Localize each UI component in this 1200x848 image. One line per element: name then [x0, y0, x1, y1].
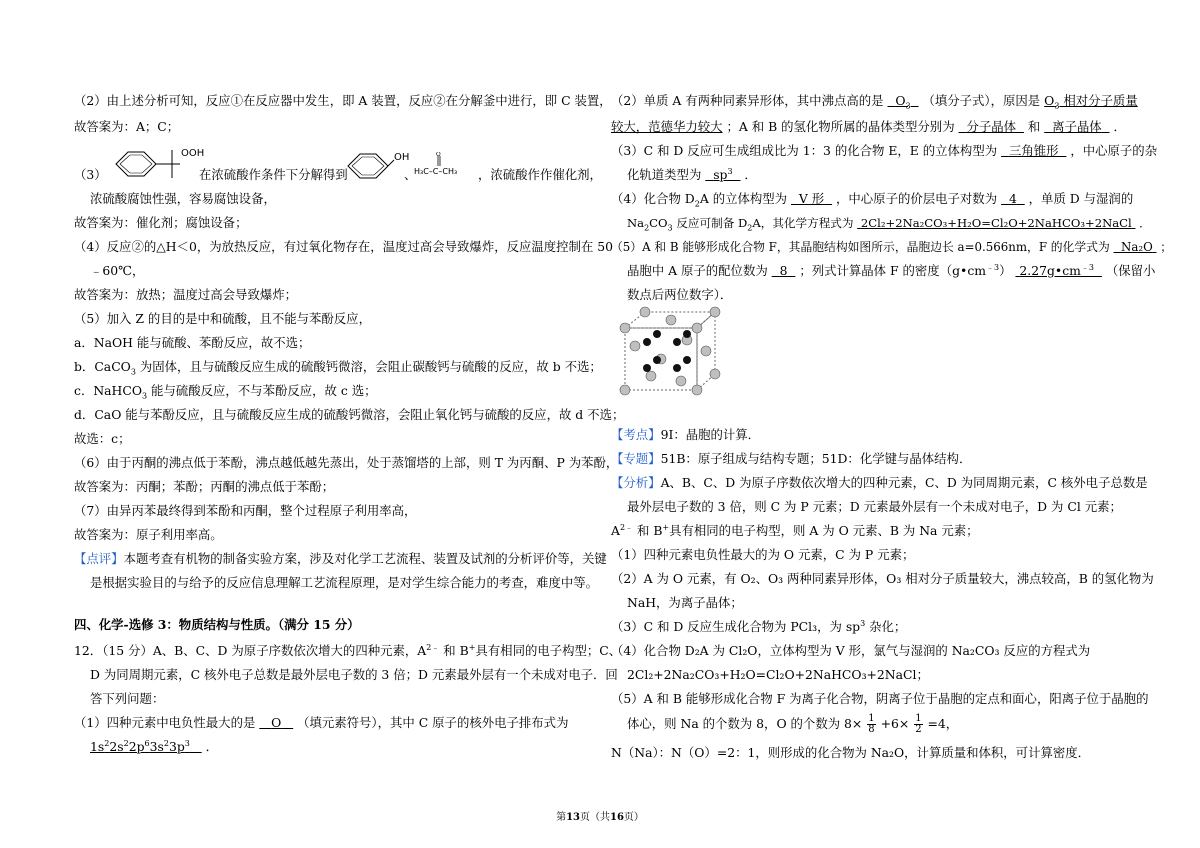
- svg-text:O: O: [436, 152, 441, 158]
- text-line: 2Cl₂+2Na₂CO₃+H₂O=Cl₂O+2NaHCO₃+2NaCl；: [627, 667, 929, 682]
- text-line: 故答案为：丙酮；苯酚；丙酮的沸点低于苯酚；: [74, 479, 335, 494]
- text-line: 故答案为：催化剂；腐蚀设备；: [74, 215, 248, 230]
- text-line: （3）C 和 D 反应生成化合物为 PCl₃，为 $sp^3$ 杂化；: [611, 618, 907, 634]
- answer-blank: $1s^22s^22p^63s^23p^3$: [90, 738, 190, 754]
- text-line: 数点后两位数字）．: [627, 287, 733, 302]
- kaodian-line: 【考点】9I：晶胞的计算．: [611, 427, 761, 442]
- kaodian-tag: 【考点】: [611, 427, 661, 442]
- text-line: 较大，范德华力较大 ；A 和 B 的氢化物所属的晶体类型分别为 分子晶体 和 离子晶体 ．: [611, 119, 1126, 134]
- page-number: 13: [566, 812, 580, 823]
- text-line: b．CaCO$_3$ 为固体，且与硫酸反应生成的硫酸钙微溶，会阻止碳酸钙与硫酸的反应，故 b 不选；: [74, 359, 602, 377]
- comment-line: 【点评】本题考查有机物的制备实验方案，涉及对化学工艺流程、装置及试剂的分析评价等，关键: [74, 551, 607, 566]
- text-line: a．NaOH 能与硫酸、苯酚反应，故不选；: [74, 335, 311, 350]
- text-line: c．NaHCO$_3$ 能与硫酸反应，不与苯酚反应，故 c 选；: [74, 383, 377, 401]
- answer-blank: 三角锥形: [1008, 143, 1059, 158]
- text-line: （4）化合物 $D_2A$ 的立体构型为 V 形 ，中心原子的价层电子对数为 4 ，单质 D 与湿润的: [611, 191, 1134, 209]
- answer-blank: V 形: [798, 191, 825, 206]
- text-line: 是根据实验目的与给予的反应信息理解工艺流程原理，是对学生综合能力的考查，难度中等。: [90, 575, 599, 590]
- section-heading: 四、化学-选修 3：物质结构与性质。（满分 15 分）: [74, 617, 360, 632]
- fenxi-line: 【分析】A、B、C、D 为原子序数依次增大的四种元素，C、D 为同周期元素，C 核外电子总数是: [611, 475, 1148, 490]
- text-line: （2）单质 A 有两种同素异形体，其中沸点高的是 $O_3$ （填分子式），原因是 $O_3$ 相对分子质量: [611, 93, 1138, 111]
- text-line: D 为同周期元素，C 核外电子总数是最外层电子数的 3 倍；D 元素最外层有一个未成对电子．回: [90, 667, 618, 682]
- zhuanti-line: 【专题】51B：原子组成与结构专题；51D：化学键与晶体结构．: [611, 451, 972, 466]
- text-line: 故答案为：原子利用率高。: [74, 527, 223, 542]
- text-line: （1）四种元素电负性最大的为 O 元素，C 为 P 元素；: [611, 547, 915, 562]
- fenxi-tag: 【分析】: [611, 475, 661, 490]
- text-line: （7）由异丙苯最终得到苯酚和丙酮，整个过程原子利用率高，: [74, 503, 417, 518]
- text-line: 在浓硫酸作条件下分解得到: [199, 167, 348, 182]
- text-line: （5）加入 Z 的目的是中和硫酸，且不能与苯酚反应，: [74, 311, 371, 326]
- page-footer: 第13页（共16页）: [556, 812, 644, 823]
- text-line: （2）由上述分析可知，反应①在反应器中发生，即 A 装置，反应②在分解釜中进行，即 C 装置，: [74, 93, 612, 108]
- text-line: ﹣60℃，: [90, 263, 145, 278]
- answer-blank: Na₂O: [1121, 240, 1153, 254]
- text-line: 故选：c；: [74, 431, 131, 446]
- answer-blank: 分子晶体: [966, 119, 1016, 134]
- text-line: （5）A 和 B 能够形成化合物 F 为离子化合物，阴离子位于晶胞的定点和面心，阳离子位于晶胞的: [611, 691, 1149, 706]
- answer-blank: $sp^3$: [713, 166, 733, 182]
- text-line: $1s^22s^22p^63s^23p^3$ ．: [90, 738, 219, 754]
- text-line: 答下列问题：: [90, 691, 165, 706]
- answer-blank: 2Cl₂+2Na₂CO₃+H₂O=Cl₂O+2NaHCO₃+2NaCl: [860, 216, 1132, 230]
- text-line: 浓硫酸腐蚀性强，容易腐蚀设备，: [90, 191, 276, 206]
- text-line: 最外层电子数的 3 倍，则 C 为 P 元素；D 元素最外层有一个未成对电子，D 为 Cl 元素；: [627, 499, 1122, 514]
- ooh-label: OOH: [181, 148, 204, 159]
- text-line: 故答案为：放热；温度过高会导致爆炸；: [74, 287, 298, 302]
- item-number: （3）: [74, 167, 107, 182]
- text-line: （1）四种元素中电负性最大的是 O （填元素符号），其中 C 原子的核外电子排布式为: [74, 715, 569, 730]
- answer-blank: 8: [779, 263, 788, 278]
- text-line: 晶胞中 A 原子的配位数为 8 ；列式计算晶体 F 的密度$(g•cm^{﹣3})$ $2.27g•cm^{﹣3}$ （保留小: [627, 262, 1156, 278]
- acetone-label: H₃C–C–CH₃: [414, 167, 458, 176]
- crystal-cell-figure: [611, 306, 721, 398]
- text-line: 故答案为：A；C；: [74, 119, 180, 134]
- phenol-structure: [342, 142, 412, 186]
- oh-label: OH: [394, 152, 410, 163]
- text-line: （4）化合物 D₂A 为 Cl₂O，立体构型为 V 形，氯气与湿润的 Na₂CO₃ 反应的方程式为: [611, 643, 1091, 658]
- answer-blank: $2.27g•cm^{﹣3}$: [1019, 262, 1095, 278]
- text-line: 化轨道类型为 $sp^3$ ．: [627, 166, 757, 182]
- text-line: N（Na）：N（O）=2：1，则形成的化合物为 Na₂O，计算质量和体积，可计算密度．: [611, 745, 1091, 760]
- fraction: $\frac{1}{8}$: [868, 713, 875, 735]
- text-line: （6）由于丙酮的沸点低于苯酚，沸点越低越先蒸出，处于蒸馏塔的上部，则 T 为丙酮、P 为苯酚，: [74, 455, 619, 470]
- answer-blank: 较大，范德华力较大: [611, 119, 723, 134]
- text-line: （4）反应②的△H＜0，为放热反应，有过氧化物存在，温度过高会导致爆炸，反应温度控制在 50: [74, 239, 614, 254]
- page-total: 16: [610, 812, 624, 823]
- acetone-structure: [414, 152, 474, 182]
- zhuanti-tag: 【专题】: [611, 451, 661, 466]
- text-line: 12．（15 分）A、B、C、D 为原子序数依次增大的四种元素，$A^{2﹣}$ 和 B+具有相同的电子构型；C、: [74, 642, 622, 658]
- text-line: d．CaO 能与苯酚反应，且与硫酸反应生成的硫酸钙微溶，会阻止氧化钙与硫酸的反应，故 d 不选；: [74, 407, 625, 422]
- text-line: 、: [404, 167, 417, 182]
- answer-blank: O: [271, 715, 282, 730]
- text-line: （5）A 和 B 能够形成化合物 F，其晶胞结构如图所示，晶胞边长 a=0.566nm，F 的化学式为 Na₂O ；: [611, 240, 1173, 254]
- text-line: 体心，则 Na 的个数为 8，O 的个数为 8× $\frac{1}{8}$ +6× $\frac{1}{2}$ =4，: [627, 713, 959, 735]
- answer-blank: 4: [1008, 191, 1017, 206]
- answer-blank: $O_3$ 相对分子质量: [1044, 93, 1138, 111]
- fraction: $\frac{1}{2}$: [915, 713, 922, 735]
- text-line: NaH，为离子晶体；: [627, 595, 743, 610]
- cumene-hydroperoxide-structure: [104, 142, 204, 186]
- text-line: $Na_2CO_3$ 反应可制备 $D_2A$，其化学方程式为 2Cl₂+2Na₂CO₃+H₂O=Cl₂O+2NaHCO₃+2NaCl ．: [627, 216, 1151, 233]
- answer-blank: $O_3$: [895, 93, 911, 111]
- answer-blank: 离子晶体: [1052, 119, 1102, 134]
- text-line: （3）C 和 D 反应可生成组成比为 1：3 的化合物 E，E 的立体构型为 三角锥形 ，中心原子的杂: [611, 143, 1158, 158]
- text-line: ，浓硫酸作作催化剂，: [478, 167, 602, 182]
- comment-tag: 【点评】: [74, 551, 124, 566]
- text-line: [74, 166, 107, 184]
- text-line: （2）A 为 O 元素，有 O₂、O₃ 两种同素异形体，O₃ 相对分子质量较大，沸点较高，B 的氢化物为: [611, 571, 1154, 586]
- cation-spheres: [643, 330, 691, 372]
- text-line: $A^{2﹣}$ 和 B+具有相同的电子构型，则 A 为 O 元素、B 为 Na 元素；: [611, 522, 979, 538]
